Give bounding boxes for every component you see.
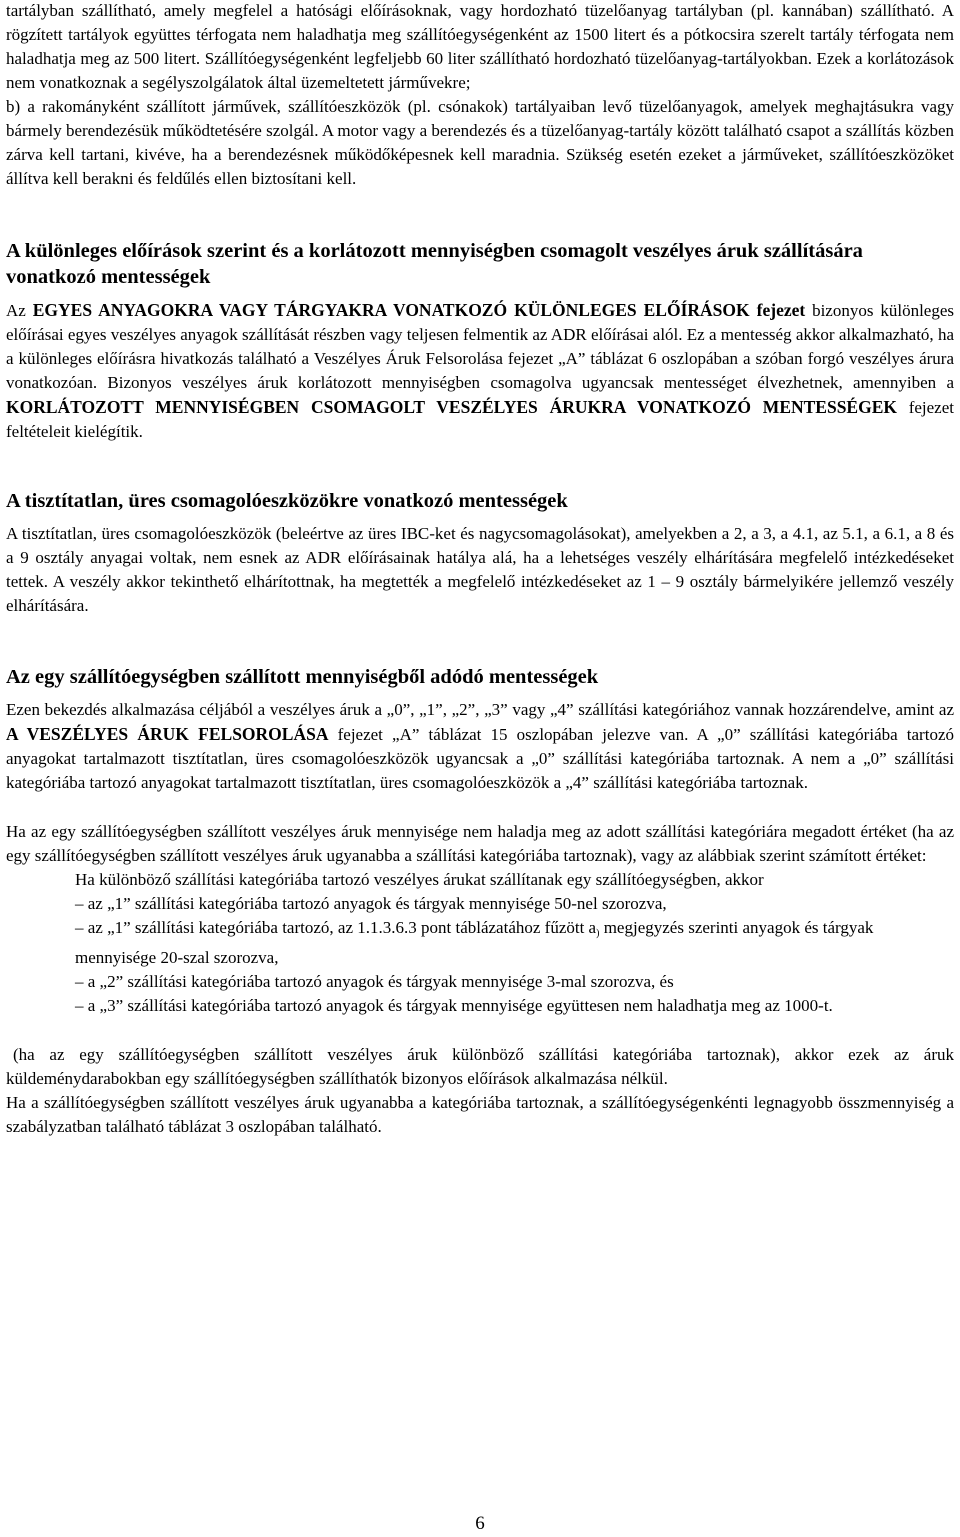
intro-paragraph-1 xyxy=(6,0,954,95)
section-body-quantity-limits: Ha az egy szállítóegységben szállított veszélyes áruk mennyisége nem haladja meg az adott szállítási kategóriára megadott értéket (ha az egy szállítóegységben szállított veszélyes áruk ugyanabba a szállítási kategóriába tartoznak), vagy az alábbiak szerint számított értéket: xyxy=(6,822,954,865)
section-body-mixed-categories: (ha az egy szállítóegységben szállított veszélyes áruk különböző szállítási kategóriába tartoznak), akkor ezek az áruk küldeménydarabokban egy szállítóegységben szállíthatók bizonyos előírások alkalmazása nélkül. xyxy=(6,1045,954,1088)
section-heading-special-provisions: A különleges előírások szerint és a korlátozott mennyiségben csomagolt veszélyes áruk szállítására vonatkozó mentességek xyxy=(6,240,863,288)
intro-text-1c: Ezek a korlátozások nem vonatkoznak a segélyszolgálatok által üzemeltetett járművekre; xyxy=(6,49,954,92)
section1-text-1: Az xyxy=(6,301,33,320)
chapter-reference-special-provisions: EGYES ANYAGOKRA VAGY TÁRGYAKRA VONATKOZÓ KÜLÖNLEGES ELŐÍRÁSOK fejezet xyxy=(32,300,806,320)
section3-text-1b: fejezet „A” táblázat 15 oszlopában jelezve van. A „0” szállítási kategóriába tartozó anyagokat tartalmazott tisztítatlan, üres csomagolóeszközök ugyancsak a „0” szállítási kategóriába tartoznak. A nem a „0” szállítási kategóriába tartozó anyagokat tartalmazott tisztítatlan, üres csomagolóeszközök a „4” szállítási kategóriába tartoznak. xyxy=(6,725,954,792)
dash-item-category-3: – a „3” szállítási kategóriába tartozó anyagok és tárgyak mennyisége együttesen nem haladhatja meg az 1000-t. xyxy=(75,996,833,1015)
dash-item-category-1: – az „1” szállítási kategóriába tartozó anyagok és tárgyak mennyisége 50-nel szorozva, xyxy=(75,894,667,913)
intro-text-2b: A motor vagy a berendezés és a tüzelőanyag-tartály között található csapot a szállítás közben zárva kell tartani, kivéve, ha a berendezésnek működőképesnek kell maradnia. Szükség esetén ezeket a járműveket, szállítóeszközöket állítva kell berakni és feldűlés ellen biztosítani kell. xyxy=(6,121,954,188)
intro-text-1a: tartályban szállítható, amely megfelel a hatósági előírásoknak, vagy hordozható tüzelőanyag tartályban (pl. kannában) szállítható. A rögzített tartályok együttes térfogata nem haladhatja meg szállítóegységenként az 1500 litert és a pótkocsira szerelt tartály térfogata nem haladhatja meg az 500 litert. xyxy=(6,1,954,68)
page-number: 6 xyxy=(475,1513,485,1534)
dash-item-category-2: – a „2” szállítási kategóriába tartozó anyagok és tárgyak mennyisége 3-mal szorozva, és xyxy=(75,972,674,991)
section1-text-2: bizonyos különleges előírásai egyes veszélyes anyagok szállítását részben vagy teljesen felmentik az ADR előírásai alól. Ez a mentesség akkor alkalmazható, ha a különleges előírásra hivatkozás található a Veszélyes Áruk Felsorolása fejezet „A” táblázat 6 oszlopában a szóban forgó veszélyes árura vonatkozóan. Bizonyos veszélyes áruk korlátozott mennyiségben csomagolva ugyancsak mentességet élvezhetnek, amennyiben a xyxy=(6,301,955,392)
section1-text-3: fejezet feltételeit kielégítik. xyxy=(6,398,954,441)
dash-item-category-1-footnote xyxy=(6,916,954,970)
section-body-empty-packagings: A tisztítatlan, üres csomagolóeszközök (beleértve az üres IBC-ket és nagycsomagolásokat), amelyekben a 2, a 3, a 4.1, az 5.1, a 6.1, a 8 és a 9 osztály anyagai voltak, nem esnek az ADR előírásainak hatálya alá, ha a lehetséges veszély elhárítására megfelelő intézkedéseket tettek. A veszély akkor tekinthető elhárítottnak, ha megtették a megfelelő intézkedéseket az 1 – 9 osztály bármelyikére jellemző veszély elhárítására. xyxy=(6,524,954,615)
intro-text-1b: Szállítóegységenként legfeljebb 60 liter szállítható hordozható tüzelőanyag-tartályokban. xyxy=(204,49,813,68)
section-heading-quantity-exemptions: Az egy szállítóegységben szállított mennyiségből adódó mentességek xyxy=(6,666,599,688)
section-heading-empty-packagings: A tisztítatlan, üres csomagolóeszközökre vonatkozó mentességek xyxy=(6,490,568,512)
intro-paragraph-2 xyxy=(6,95,954,191)
dash2-text-b: megjegyzés szerinti anyagok és tárgyak mennyisége 20-szal szorozva, xyxy=(75,918,874,967)
indented-calculation-intro: Ha különböző szállítási kategóriába tartozó veszélyes árukat szállítanak egy szállítóegységben, akkor xyxy=(75,870,764,889)
section-body-same-category: Ha a szállítóegységben szállított veszélyes áruk ugyanabba a kategóriába tartoznak, a szállítóegységenkénti legnagyobb összmennyiség a szabályzatban található táblázat 3 oszlopában található. xyxy=(6,1093,954,1136)
section-body-special-provisions xyxy=(6,298,954,444)
section-body-transport-categories xyxy=(6,698,954,795)
intro-text-2a: b) a rakományként szállított járművek, szállítóeszközök (pl. csónakok) tartályaiban levő tüzelőanyagok, amelyek meghajtásukra vagy bármely berendezésük működtetésére szolgál. xyxy=(6,97,954,140)
section3-text-1a: Ezen bekezdés alkalmazása céljából a veszélyes áruk a „0”, „1”, „2”, „3” vagy „4” szállítási kategóriához vannak hozzárendelve, amint az xyxy=(6,700,954,719)
chapter-reference-dangerous-goods-list: A VESZÉLYES ÁRUK FELSOROLÁSA xyxy=(6,724,329,744)
chapter-reference-limited-quantities: KORLÁTOZOTT MENNYISÉGBEN CSOMAGOLT VESZÉLYES ÁRUKRA VONATKOZÓ MENTESSÉGEK xyxy=(6,397,898,417)
footnote-marker: ) xyxy=(596,928,600,939)
dash2-text-a: – az „1” szállítási kategóriába tartozó, az 1.1.3.6.3 pont táblázatához fűzött a xyxy=(75,918,597,937)
